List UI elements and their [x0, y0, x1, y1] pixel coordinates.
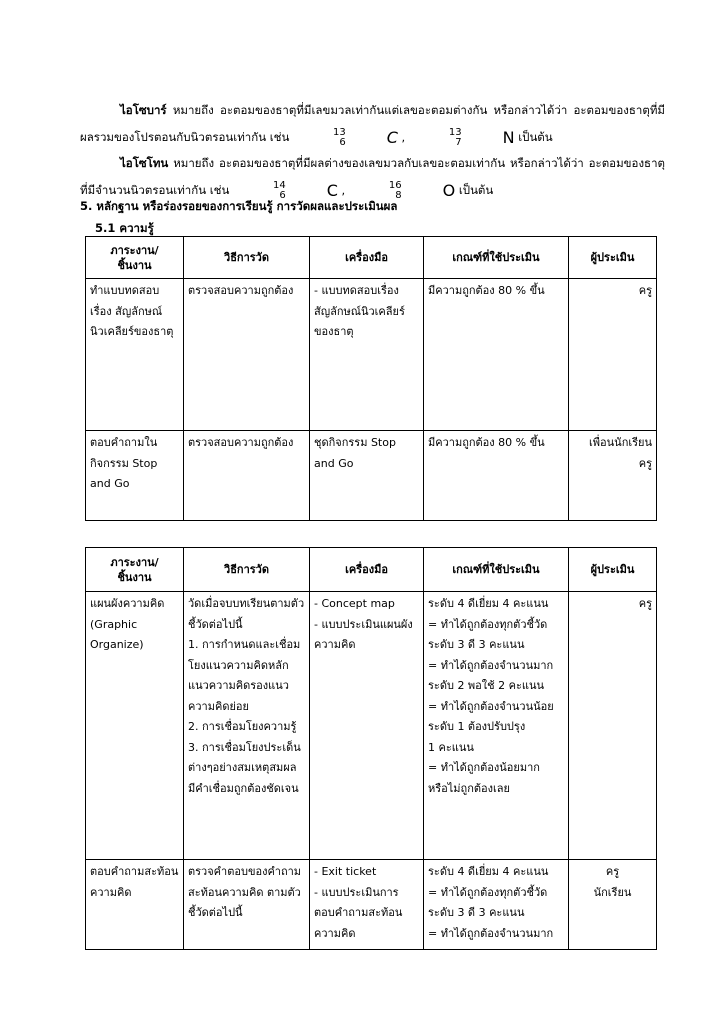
- c14-mass: 14: [272, 179, 286, 191]
- c14-atomic: 6: [279, 189, 286, 201]
- table-row: [86, 860, 657, 950]
- cell-method: วัดเมื่อจบบทเรียนตามตัวชี้วัดต่อไปนี้ 1. การกำหนดและเชื่อมโยงแนวความคิดหลัก แนวความคิดรองแนวความคิดย่อย 2. การเชื่อมโยงความรู้ 3. การเชื่อมโยงประเด็นต่างๆอย่างสมเหตุสมผล มีคำเชื่อมถูกต้องชัดเจน: [184, 592, 310, 860]
- header-criteria: เกณฑ์ที่ใช้ประเมิน: [424, 548, 569, 592]
- header-task: ภาระงาน/ ชิ้นงาน: [86, 237, 184, 279]
- isobar-definition: หมายถึง อะตอมของธาตุที่มีเลขมวลเท่ากันแต่เลขอะตอมต่างกัน หรือกล่าวได้ว่า อะตอมของธาตุที่มีผลรวมของโปรตอนกับนิวตรอนเท่ากัน เช่น: [80, 103, 665, 144]
- cell-task: ตอบคำถามในกิจกรรม Stop and Go: [86, 431, 184, 521]
- cell-assessor: ครู: [569, 279, 657, 431]
- c13-mass: 13: [332, 126, 346, 138]
- header-method: วิธีการวัด: [184, 548, 310, 592]
- header-assessor: ผู้ประเมิน: [569, 237, 657, 279]
- cell-assessor: เพื่อนนักเรียน ครู: [569, 431, 657, 521]
- cell-task: แผนผังความคิด (Graphic Organize): [86, 592, 184, 860]
- n13-atomic: 7: [455, 136, 462, 148]
- header-method: วิธีการวัด: [184, 237, 310, 279]
- section-5-1-heading: 5.1 ความรู้: [95, 221, 154, 235]
- isobar-sep: ,: [401, 130, 406, 144]
- c13-atomic: 6: [339, 136, 346, 148]
- section-5-heading: 5. หลักฐาน หรือร่องรอยของการเรียนรู้ การวัดผลและประเมินผล: [80, 199, 398, 213]
- isobar-term: ไอโซบาร์: [120, 103, 167, 117]
- isobar-paragraph: [80, 97, 665, 151]
- isotone-sep: ,: [341, 183, 346, 197]
- cell-task: ตอบคำถามสะท้อนความคิด: [86, 860, 184, 950]
- knowledge-table-1: [85, 236, 657, 521]
- cell-assessor: ครู นักเรียน: [569, 860, 657, 950]
- n13-symbol: N: [502, 127, 515, 147]
- cell-tool: ชุดกิจกรรม Stop and Go: [310, 431, 424, 521]
- header-assessor: ผู้ประเมิน: [569, 548, 657, 592]
- cell-criteria: มีความถูกต้อง 80 % ขึ้น: [424, 279, 569, 431]
- header-criteria: เกณฑ์ที่ใช้ประเมิน: [424, 237, 569, 279]
- c13-symbol: C: [386, 127, 398, 147]
- cell-criteria: ระดับ 4 ดีเยี่ยม 4 คะแนน = ทำได้ถูกต้องทุกตัวชี้วัด ระดับ 3 ดี 3 คะแนน = ทำได้ถูกต้องจำนวนมาก: [424, 860, 569, 950]
- o16-mass: 16: [388, 179, 402, 191]
- cell-criteria: ระดับ 4 ดีเยี่ยม 4 คะแนน = ทำได้ถูกต้องทุกตัวชี้วัด ระดับ 3 ดี 3 คะแนน = ทำได้ถูกต้องจำนวนมาก ระดับ 2 พอใช้ 2 คะแนน = ทำได้ถูกต้องจำนวนน้อย ระดับ 1 ต้องปรับปรุง 1 คะแนน = ทำได้ถูกต้องน้อยมาก หรือไม่ถูกต้องเลย: [424, 592, 569, 860]
- header-tool: เครื่องมือ: [310, 237, 424, 279]
- nuclide-n13: [409, 128, 515, 148]
- header-task: ภาระงาน/ ชิ้นงาน: [86, 548, 184, 592]
- isotone-end: เป็นต้น: [458, 183, 494, 197]
- cell-criteria: มีความถูกต้อง 80 % ขึ้น: [424, 431, 569, 521]
- isotone-paragraph: [80, 150, 665, 204]
- cell-method: ตรวจสอบความถูกต้อง: [184, 279, 310, 431]
- n13-mass: 13: [448, 126, 462, 138]
- cell-tool: - แบบทดสอบเรื่อง สัญลักษณ์นิวเคลียร์ของธาตุ: [310, 279, 424, 431]
- isotone-definition: หมายถึง อะตอมของธาตุที่มีผลต่างของเลขมวลกับเลขอะตอมเท่ากัน หรือกล่าวได้ว่า อะตอมของธาตุที่มีจำนวนนิวตรอนเท่ากัน เช่น: [80, 156, 665, 197]
- c14-symbol: C: [326, 180, 338, 200]
- knowledge-table-2: [85, 547, 657, 950]
- cell-task: ทำแบบทดสอบเรื่อง สัญลักษณ์นิวเคลียร์ของธาตุ: [86, 279, 184, 431]
- table-row: [86, 279, 657, 431]
- cell-tool: - Exit ticket - แบบประเมินการตอบคำถามสะท้อนความคิด: [310, 860, 424, 950]
- table-row: [86, 431, 657, 521]
- table-header-row: [86, 237, 657, 279]
- header-tool: เครื่องมือ: [310, 548, 424, 592]
- cell-tool: - Concept map - แบบประเมินแผนผังความคิด: [310, 592, 424, 860]
- cell-method: ตรวจสอบความถูกต้อง: [184, 431, 310, 521]
- table-header-row: [86, 548, 657, 592]
- cell-assessor: ครู: [569, 592, 657, 860]
- isobar-end: เป็นต้น: [518, 130, 553, 144]
- o16-atomic: 8: [395, 189, 402, 201]
- table-row: [86, 592, 657, 860]
- nuclide-c13: [293, 128, 398, 148]
- cell-method: ตรวจคำตอบของคำถามสะท้อนความคิด ตามตัวชี้วัดต่อไปนี้: [184, 860, 310, 950]
- o16-symbol: O: [442, 180, 456, 200]
- isotone-term: ไอโซโทน: [120, 156, 169, 170]
